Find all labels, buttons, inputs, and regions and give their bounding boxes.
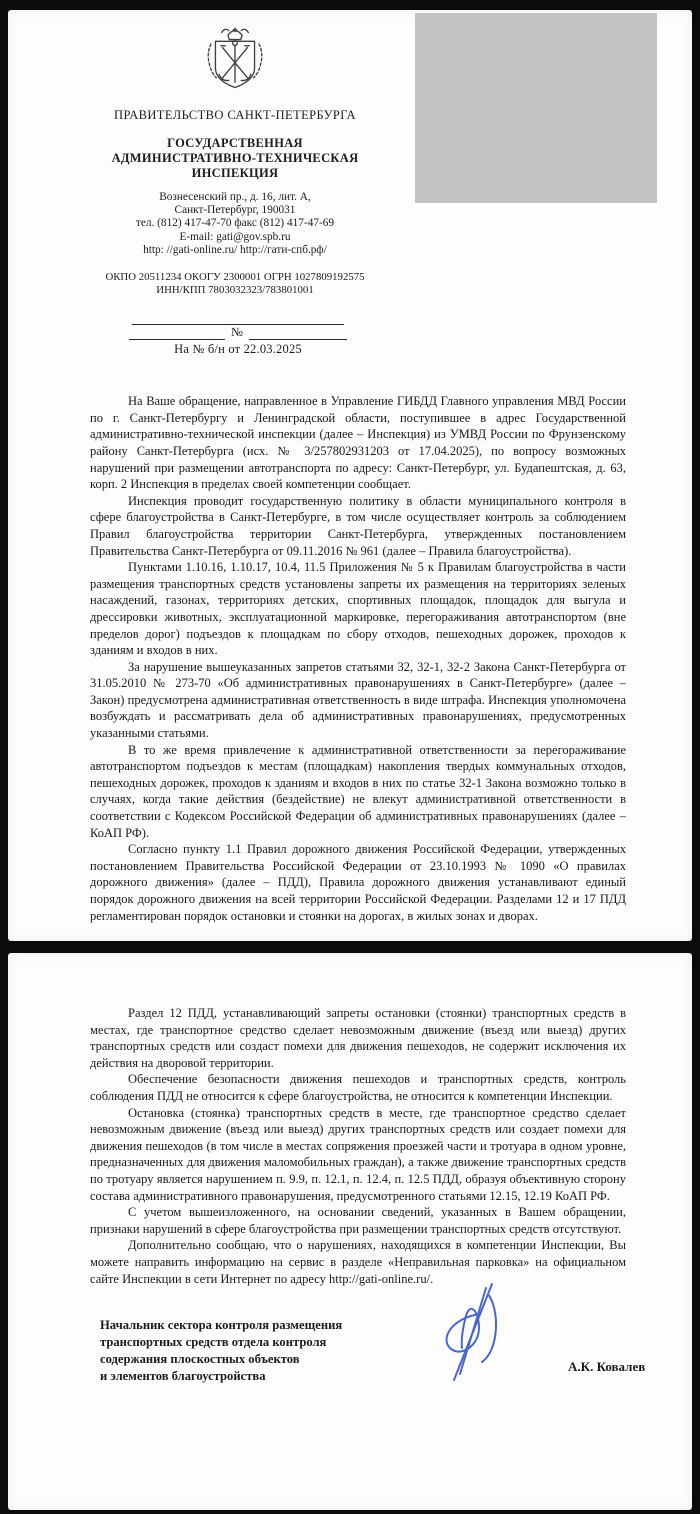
reference-block	[118, 310, 358, 357]
paragraph: Раздел 12 ПДД, устанавливающий запреты остановки (стоянки) транспортных средств в местах, где транспортное средство сделает невозможным движение (въезд или выезд) других транспортных средств или создаст помехи для движения пешеходов, не содержит исключения их действия на дворовой территории.	[90, 1006, 626, 1070]
government-title: ПРАВИТЕЛЬСТВО САНКТ-ПЕТЕРБУРГА	[114, 108, 356, 122]
outgoing-number-row	[118, 325, 358, 340]
codes-line: ИНН/КПП 7803032323/783801001	[156, 283, 314, 296]
org-name-line: АДМИНИСТРАТИВНО-ТЕХНИЧЕСКАЯ	[111, 151, 359, 165]
paragraph: Согласно пункту 1.1 Правил дорожного движения Российской Федерации, утвержденных постановлением Правительства Российской Федерации от 23.10.1993 № 1090 «О правилах дорожного движения» (далее – ПДД), Правила дорожного движения устанавливают единый порядок дорожного движения на всей территории Российской Федерации. Разделами 12 и 17 ПДД регламентирован порядок остановки и стоянки на дорогах, в жилых зонах и дворах.	[90, 842, 626, 923]
letter-page-1	[8, 10, 692, 941]
incoming-reference: На № б/н от 22.03.2025	[174, 342, 302, 357]
position-line: содержания плоскостных объектов	[100, 1352, 300, 1367]
website-line: http: //gati-online.ru/ http://гати-спб.рф/	[143, 243, 327, 256]
paragraph: На Ваше обращение, направленное в Управление ГИБДД Главного управления МВД России по г. Санкт-Петербургу и Ленинградской области, поступившее в адрес Государственной административно-технической инспекции (далее – Инспекция) из УМВД России по Фрунзенскому району Санкт-Петербурга (исх. № 3/257802931203 от 17.04.2025), по вопросу возможных нарушений при размещении автотранспорта по адресу: Санкт-Петербург, ул. Будапештская, д. 63, корп. 2 Инспекция в пределах своей компетенции сообщает.	[90, 394, 626, 492]
org-name-line: ИНСПЕКЦИЯ	[191, 166, 279, 180]
paragraph: Пунктами 1.10.16, 1.10.17, 10.4, 11.5 Приложения № 5 к Правилам благоустройства в части размещения транспортных средств установлены запреты их размещения на территориях зеленых насаждений, газонах, территориях детских, спортивных площадок, площадок для выгула и дрессировки животных, эксплуатационной маркировке, перегораживания автотранспортом (вне пределов дорог) подъездов к площадкам по сбору отходов, пешеходных дорожек, проходов к зданиям и входов в них.	[90, 560, 626, 658]
page-separator	[8, 941, 692, 953]
spb-coat-of-arms-icon	[195, 23, 275, 97]
address-line: Санкт-Петербург, 190031	[174, 204, 296, 217]
letter-body-page-1	[8, 393, 692, 924]
position-line: и элементов благоустройства	[100, 1369, 266, 1384]
paragraph: Инспекция проводит государственную политику в области муниципального контроля в сфере благоустройства в Санкт-Петербурге, в том числе осуществляет контроль за соблюдением Правил благоустройства территории Санкт-Петербурга, утвержденных постановлением Правительства Санкт-Петербурга от 09.11.2016 № 961 (далее – Правила благоустройства).	[90, 493, 626, 558]
number-sign: №	[231, 325, 243, 340]
phone-fax-line: тел. (812) 417-47-70 факс (812) 417-47-69	[135, 217, 335, 230]
position-line: Начальник сектора контроля размещения	[100, 1318, 343, 1333]
organization-name	[68, 136, 402, 181]
number-rule	[249, 328, 347, 340]
paragraph: Остановка (стоянка) транспортных средств в месте, где транспортное средство сделает невозможным движение (въезд или выезд) других транспортных средств или создает помехи для движения пешеходов (в том числе в местах сопряжения проезжей части и тротуара в одном уровне, предназначенных для движения маломобильных граждан), а также движение транспортных средств по тротуару является нарушением п. 9.9, п. 12.1, п. 12.4, п. 12.5 ПДД, образуя объективную сторону состава административного правонарушения, предусмотренного статьями 12.15, 12.19 КоАП РФ.	[90, 1105, 626, 1203]
paragraph: Дополнительно сообщаю, что о нарушениях, находящихся в компетенции Инспекции, Вы можете направить информацию на сервис в разделе «Неправильная парковка» на официальном сайте Инспекции в сети Интернет по адресу http://gati-online.ru/.	[90, 1238, 626, 1286]
signer-position	[100, 1317, 342, 1385]
email-line: E-mail: gati@gov.spb.ru	[179, 230, 291, 243]
letterhead	[68, 10, 402, 296]
position-line: транспортных средств отдела контроля	[100, 1335, 327, 1350]
paragraph: С учетом вышеизложенного, на основании сведений, указанных в Вашем обращении, признаки нарушений в сфере благоустройства при размещении транспортных средств отсутствуют.	[90, 1205, 626, 1236]
date-rule	[118, 310, 358, 325]
contact-block	[68, 191, 402, 257]
org-name-line: ГОСУДАРСТВЕННАЯ	[167, 136, 303, 150]
letter-page-2	[8, 953, 692, 1510]
registration-codes	[68, 271, 402, 296]
handwritten-signature	[438, 1282, 510, 1384]
redacted-region	[415, 13, 657, 203]
number-rule	[129, 328, 225, 340]
letter-body-page-2	[8, 953, 692, 1287]
paragraph: За нарушение вышеуказанных запретов статьями 32, 32-1, 32-2 Закона Санкт-Петербурга от 31.05.2010 № 273-70 «Об административных правонарушениях в Санкт-Петербурге» (далее – Закон) предусмотрена административная ответственность в виде штрафа. Инспекция уполномочена возбуждать и рассматривать дела об административных правонарушениях, предусмотренных указанными статьями.	[90, 659, 626, 741]
address-line: Вознесенский пр., д. 16, лит. А,	[159, 191, 311, 203]
codes-line: ОКПО 20511234 ОКОГУ 2300001 ОГРН 1027809192575	[105, 271, 365, 284]
signer-name: А.К. Ковалев	[568, 1359, 646, 1375]
signature-block	[8, 1287, 692, 1427]
paragraph: Обеспечение безопасности движения пешеходов и транспортных средств, контроль соблюдения ПДД не относится к сфере благоустройства, не относится к компетенции Инспекции.	[90, 1072, 626, 1103]
paragraph: В то же время привлечение к административной ответственности за перегораживание автотранспортом подъездов к местам (площадкам) накопления твердых коммунальных отходов, пешеходных дорожек, проходов к зданиям и входов в них по статье 32-1 Закона возможно только в случаях, когда такие действия (бездействие) не влекут административной ответственности в соответствии с Кодексом Российской Федерации об административных правонарушениях (далее – КоАП РФ).	[90, 742, 626, 840]
